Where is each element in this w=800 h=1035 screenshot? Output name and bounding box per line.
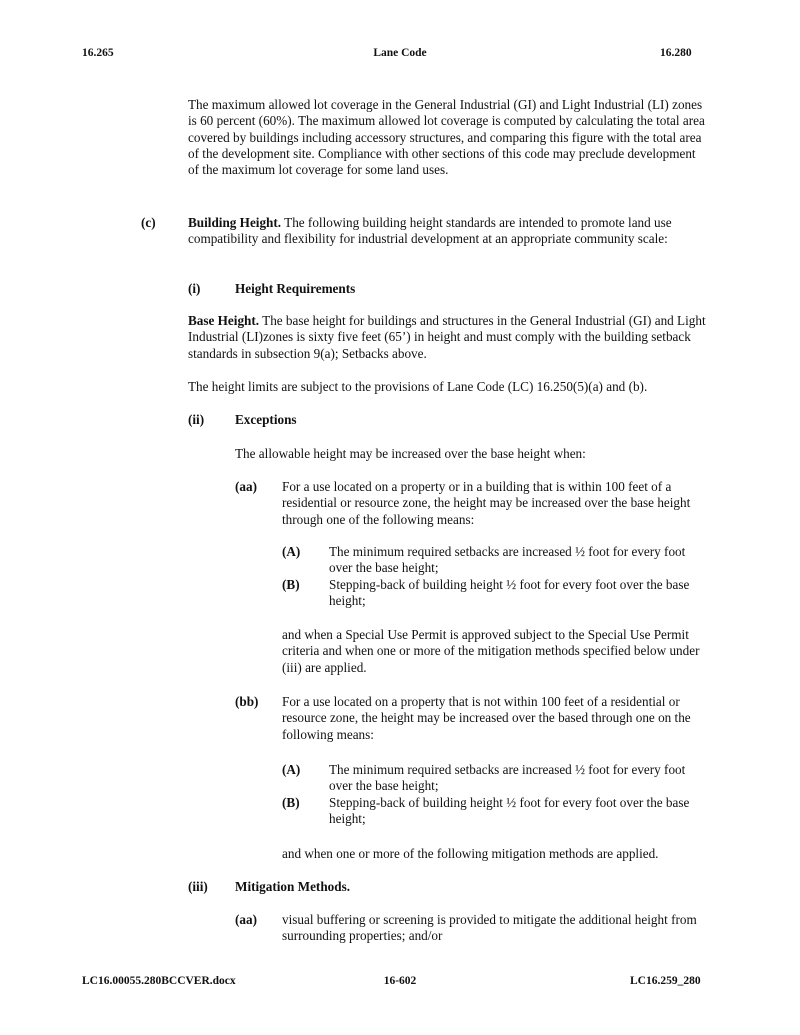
exception-aa-b-label: (B) [282, 577, 300, 592]
exception-aa-label: (aa) [235, 479, 257, 494]
height-limits-paragraph: The height limits are subject to the provisions of Lane Code (LC) 16.250(5)(a) and (b). [188, 379, 648, 394]
exception-bb-text: For a use located on a property that is not within 100 feet of a residential or resource zone, the height may be increased over the based through one on the following means: [282, 694, 691, 742]
footer-page-number: 16-602 [383, 975, 417, 987]
exception-bb-a-text: The minimum required setbacks are increased ½ foot for every foot over the base height; [329, 762, 686, 794]
exception-bb-after: and when one or more of the following mitigation methods are applied. [282, 846, 659, 861]
section-c-text: The following building height standards are intended to promote land use compatibility and flexibility for industrial development at an appropriate community scale: [188, 215, 672, 247]
exception-bb-label: (bb) [235, 694, 259, 709]
sub-iii-label: (iii) [188, 879, 208, 894]
exception-aa-after: and when a Special Use Permit is approved subject to the Special Use Permit criteria and when one or more of the mitigation methods specified below under (iii) are applied. [282, 627, 700, 675]
sub-i-title: Height Requirements [235, 281, 356, 296]
base-height-title: Base Height. [188, 313, 260, 328]
exceptions-intro: The allowable height may be increased over the base height when: [235, 446, 586, 461]
section-c-title: Building Height. [188, 215, 282, 230]
footer-reference: LC16.259_280 [630, 975, 701, 987]
sub-iii-title: Mitigation Methods. [235, 879, 351, 894]
exception-aa-b-text: Stepping-back of building height ½ foot for every foot over the base height; [329, 577, 690, 609]
header-title: Lane Code [373, 47, 427, 59]
section-c-paragraph [188, 215, 708, 248]
sub-i-label: (i) [188, 281, 201, 296]
exception-bb-a-label: (A) [282, 762, 301, 777]
section-c-label: (c) [141, 215, 156, 230]
header-section-start: 16.265 [82, 47, 114, 59]
header-section-end: 16.280 [660, 47, 692, 59]
sub-ii-title: Exceptions [235, 412, 297, 427]
exception-bb-b-text: Stepping-back of building height ½ foot for every foot over the base height; [329, 795, 690, 827]
base-height-text: The base height for buildings and structures in the General Industrial (GI) and Light Industrial (LI)zones is sixty five feet (65’) in height and must comply with the building setback standards in subsection 9(a); Setbacks above. [188, 313, 706, 361]
footer-filename: LC16.00055.280BCCVER.docx [82, 975, 236, 987]
base-height-paragraph [188, 313, 708, 362]
intro-paragraph: The maximum allowed lot coverage in the General Industrial (GI) and Light Industrial (LI) zones is 60 percent (60%). The maximum allowed lot coverage is computed by calculating the total area covered by buildings including accessory structures, and comparing this figure with the total area of the development site. Compliance with other sections of this code may preclude development of the maximum lot coverage for some land uses. [188, 97, 705, 178]
exception-bb-b-label: (B) [282, 795, 300, 810]
exception-aa-text: For a use located on a property or in a building that is within 100 feet of a residential or resource zone, the height may be increased over the base height through one of the following means: [282, 479, 691, 527]
mitigation-aa-text: visual buffering or screening is provided to mitigate the additional height from surrounding properties; and/or [282, 912, 697, 944]
exception-aa-a-label: (A) [282, 544, 301, 559]
sub-ii-label: (ii) [188, 412, 205, 427]
exception-aa-a-text: The minimum required setbacks are increased ½ foot for every foot over the base height; [329, 544, 686, 576]
mitigation-aa-label: (aa) [235, 912, 257, 927]
